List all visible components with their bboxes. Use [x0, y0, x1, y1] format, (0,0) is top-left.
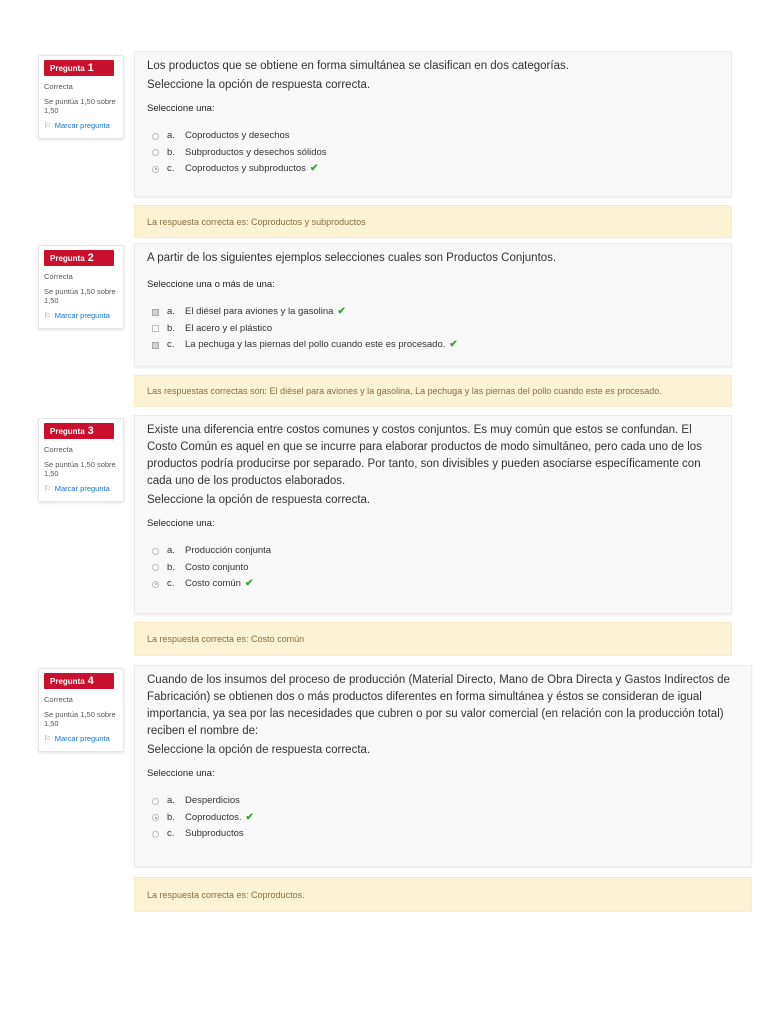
select-label: Seleccione una: [147, 518, 215, 529]
select-label: Seleccione una: [147, 103, 215, 114]
correct-check-icon: ✔ [245, 811, 254, 823]
question-state: Correcta [44, 272, 73, 281]
question-state: Correcta [44, 82, 73, 91]
correct-answer-feedback: La respuesta correcta es: Costo común [134, 622, 732, 656]
answer-option[interactable]: b. Costo conjunto [147, 560, 719, 577]
correct-check-icon: ✔ [449, 339, 458, 350]
select-label: Seleccione una: [147, 768, 215, 779]
question-number-badge: Pregunta 3 [44, 423, 114, 439]
radio-button[interactable] [152, 831, 159, 838]
question-content-1 [134, 51, 732, 197]
checkbox-checked[interactable] [152, 309, 159, 316]
answer-option[interactable]: a. Producción conjunta [147, 543, 719, 560]
correct-check-icon: ✔ [309, 163, 319, 174]
question-info-1 [38, 55, 124, 139]
checkbox[interactable] [152, 325, 159, 332]
answer-list [147, 543, 719, 593]
answer-option[interactable]: b. Coproductos. ✔ [147, 810, 739, 827]
question-prompt: Seleccione la opción de respuesta correcta. [147, 79, 371, 91]
question-info-3 [38, 418, 124, 502]
correct-check-icon: ✔ [244, 578, 254, 589]
question-content-3 [134, 415, 732, 614]
correct-answer-feedback: Las respuestas correctas son: El diésel para aviones y la gasolina, La pechuga y las piernas del pollo cuando este es procesado. [134, 375, 732, 407]
question-text: A partir de los siguientes ejemplos selecciones cuales son Productos Conjuntos. [147, 252, 557, 264]
radio-button[interactable] [152, 798, 159, 805]
answer-list [147, 304, 719, 354]
answer-list [147, 128, 719, 178]
question-content-2 [134, 243, 732, 367]
question-number-badge: Pregunta 1 [44, 60, 114, 76]
answer-list [147, 793, 739, 843]
question-content-4 [134, 665, 752, 867]
answer-option[interactable]: c. Subproductos [147, 826, 739, 843]
flag-icon: ⚐ [44, 734, 51, 743]
question-grade: Se puntúa 1,50 sobre 1,50 [44, 460, 116, 478]
answer-option[interactable]: b. El acero y el plástico [147, 321, 719, 338]
radio-button[interactable] [152, 133, 159, 140]
question-state: Correcta [44, 695, 73, 704]
question-grade: Se puntúa 1,50 sobre 1,50 [44, 710, 116, 728]
flag-question-link[interactable]: ⚐ Marcar pregunta [44, 484, 110, 493]
answer-option[interactable]: a. El diésel para aviones y la gasolina ✔ [147, 304, 719, 321]
answer-option[interactable]: c. Coproductos y subproductos ✔ [147, 161, 719, 178]
flag-icon: ⚐ [44, 121, 51, 130]
flag-question-link[interactable]: ⚐ Marcar pregunta [44, 311, 110, 320]
radio-button[interactable] [152, 548, 159, 555]
question-text: Existe una diferencia entre costos comunes y costos conjuntos. Es muy común que estos se confundan. El Costo Común es aquel en que se incurre para elaborar productos de modo simultáneo, pero cada uno de los productos podría producirse por separado. Por tanto, son divisibles y pueden asociarse específicamente con cada uno de los productos elaborados. [147, 424, 702, 487]
checkbox-checked[interactable] [152, 342, 159, 349]
answer-option[interactable]: a. Coproductos y desechos [147, 128, 719, 145]
question-text: Los productos que se obtiene en forma simultánea se clasifican en dos categorías. [147, 60, 569, 72]
radio-button-selected[interactable] [152, 581, 159, 588]
flag-icon: ⚐ [44, 311, 51, 320]
question-grade: Se puntúa 1,50 sobre 1,50 [44, 287, 116, 305]
radio-button[interactable] [152, 149, 159, 156]
question-number-badge: Pregunta 2 [44, 250, 114, 266]
correct-check-icon: ✔ [337, 306, 346, 317]
question-grade: Se puntúa 1,50 sobre 1,50 [44, 97, 116, 115]
answer-option[interactable]: b. Subproductos y desechos sólidos [147, 145, 719, 162]
question-info-2 [38, 245, 124, 329]
question-state: Correcta [44, 445, 73, 454]
flag-question-link[interactable]: ⚐ Marcar pregunta [44, 121, 110, 130]
answer-option[interactable]: c. Costo común ✔ [147, 576, 719, 593]
answer-option[interactable]: a. Desperdicios [147, 793, 739, 810]
correct-answer-feedback: La respuesta correcta es: Coproductos y subproductos [134, 205, 732, 238]
question-number-badge: Pregunta 4 [44, 673, 114, 689]
radio-button-selected[interactable] [152, 814, 159, 821]
flag-question-link[interactable]: ⚐ Marcar pregunta [44, 734, 110, 743]
question-info-4 [38, 668, 124, 752]
radio-button[interactable] [152, 564, 159, 571]
question-prompt: Seleccione la opción de respuesta correcta. [147, 744, 371, 756]
flag-icon: ⚐ [44, 484, 51, 493]
question-prompt: Seleccione la opción de respuesta correcta. [147, 494, 371, 506]
question-text: Cuando de los insumos del proceso de producción (Material Directo, Mano de Obra Directa y Gastos Indirectos de Fabricación) se obtienen dos o más productos diferentes en forma simultánea y éstos se consideran de igual importancia, ya sea por las necesidades que cubren o por su valor comercial (en relación con la producción total) reciben el nombre de: [147, 674, 730, 737]
correct-answer-feedback: La respuesta correcta es: Coproductos. [134, 877, 752, 912]
radio-button-selected[interactable] [152, 166, 159, 173]
select-label: Seleccione una o más de una: [147, 279, 275, 290]
answer-option[interactable]: c. La pechuga y las piernas del pollo cuando este es procesado. ✔ [147, 337, 719, 354]
